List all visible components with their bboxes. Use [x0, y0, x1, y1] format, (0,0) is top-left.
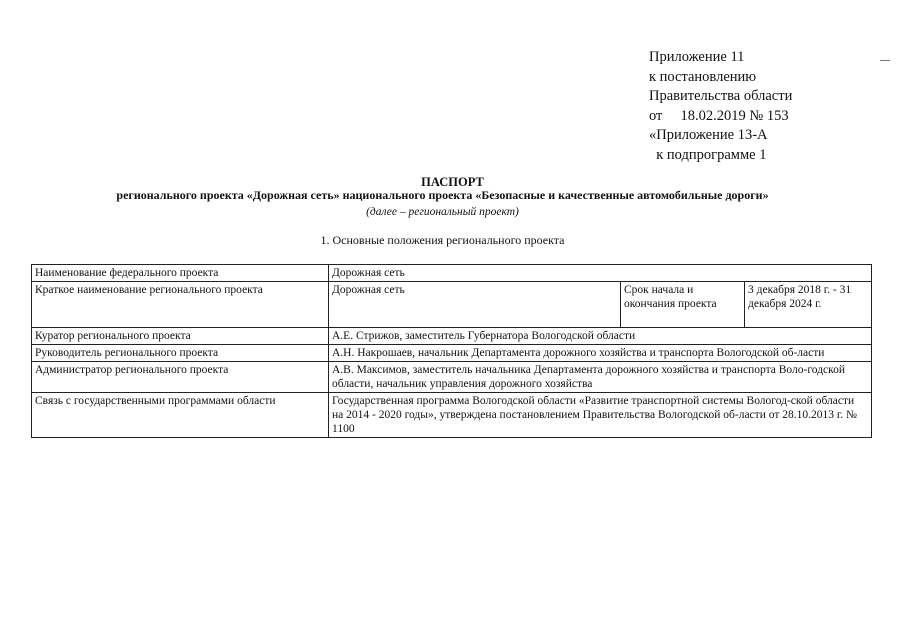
- appendix-block: [649, 48, 792, 165]
- row-value: А.Е. Стрижов, заместитель Губернатора Вологодской области: [329, 328, 872, 345]
- document-title: ПАСПОРТ: [421, 175, 484, 189]
- row-value: А.Н. Накрошаев, начальник Департамента дорожного хозяйства и транспорта Вологодской об-ласти: [329, 345, 872, 362]
- table-row: [32, 345, 872, 362]
- row-value: А.В. Максимов, заместитель начальника Департамента дорожного хозяйства и транспорта Воло-годской области, начальник управления дорожного хозяйства: [329, 362, 872, 393]
- term-label: Срок начала и окончания проекта: [621, 282, 745, 328]
- passport-table: [31, 264, 872, 438]
- table-row: [32, 265, 872, 282]
- row-label: Руководитель регионального проекта: [32, 345, 329, 362]
- appendix-line: Правительства области: [649, 88, 793, 104]
- row-value: Государственная программа Вологодской области «Развитие транспортной системы Вологод-ской области на 2014 - 2020 годы», утверждена постановлением Правительства Вологодской об-ласти от 28.10.2013 г. № 1100: [329, 393, 872, 438]
- row-label: Администратор регионального проекта: [32, 362, 329, 393]
- appendix-line: «Приложение 13-А: [649, 127, 768, 143]
- appendix-line: к постановлению: [649, 68, 757, 85]
- section-heading: 1. Основные положения регионального проекта: [320, 233, 565, 247]
- row-value: Дорожная сеть: [329, 265, 872, 282]
- row-value: Дорожная сеть: [329, 282, 621, 328]
- table-row: [32, 362, 872, 393]
- margin-dash: [880, 60, 890, 61]
- table-row: [32, 328, 872, 345]
- row-label: Наименование федерального проекта: [32, 265, 329, 282]
- document-note: (далее – региональный проект): [366, 206, 519, 218]
- document-subtitle: регионального проекта «Дорожная сеть» национального проекта «Безопасные и качественные автомобильные дороги»: [116, 188, 769, 202]
- appendix-line: Приложение 11: [649, 49, 745, 65]
- row-label: Куратор регионального проекта: [32, 328, 329, 345]
- row-label: Краткое наименование регионального проекта: [32, 282, 329, 328]
- table-row: [32, 393, 872, 438]
- term-value: 3 декабря 2018 г. - 31 декабря 2024 г.: [745, 282, 872, 328]
- appendix-line: к подпрограмме 1: [649, 146, 767, 163]
- table-row: [32, 282, 872, 328]
- appendix-line: от 18.02.2019 № 153: [649, 107, 789, 124]
- row-label: Связь с государственными программами области: [32, 393, 329, 438]
